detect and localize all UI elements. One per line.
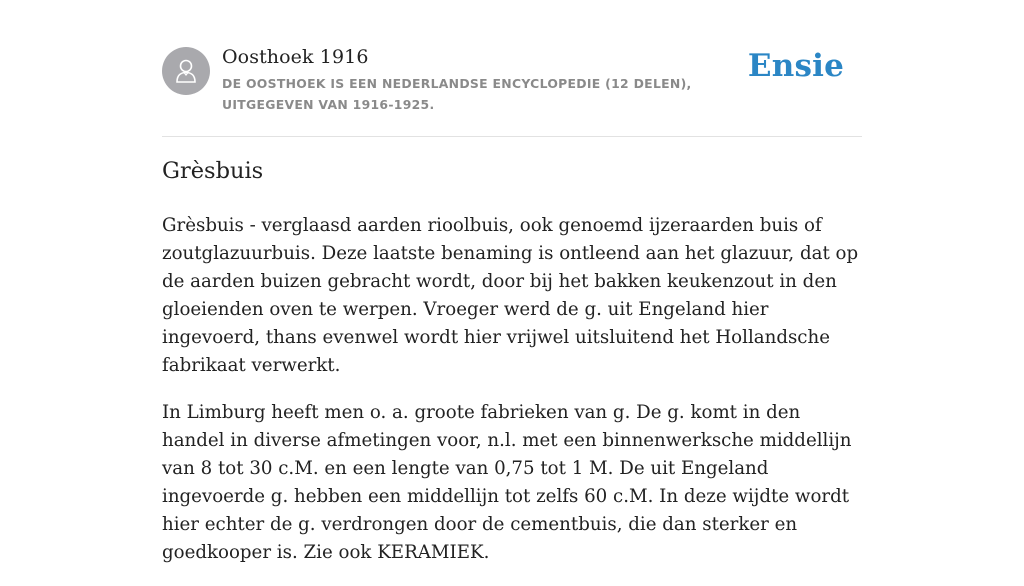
article-body	[162, 212, 862, 586]
user-silhouette-icon	[171, 56, 201, 86]
article-container	[162, 0, 862, 563]
source-description: DE OOSTHOEK IS EEN NEDERLANDSE ENCYCLOPEDIE (12 DELEN), UITGEGEVEN VAN 1916-1925.	[222, 76, 692, 112]
source-header	[162, 0, 862, 137]
ensie-logo[interactable]: Ensie	[747, 48, 844, 84]
article-paragraph: In Limburg heeft men o. a. groote fabrieken van g. De g. komt in den handel in diverse afmetingen voor, n.l. met een binnenwerksche middellijn van 8 tot 30 c.M. en een lengte van 0,75 tot 1 M. De uit Engeland ingevoerde g. hebben een middellijn tot zelfs 60 c.M. In deze wijdte wordt hier echter de g. verdrongen door de cementbuis, die dan sterker en goedkooper is. Zie ook KERAMIEK.	[162, 402, 852, 563]
article-title: Grèsbuis	[162, 158, 264, 184]
article-paragraph: Grèsbuis - verglaasd aarden rioolbuis, ook genoemd ijzeraarden buis of zoutglazuurbuis. Deze laatste benaming is ontleend aan het glazuur, dat op de aarden buizen gebracht wordt, door bij het bakken keukenzout in den gloeienden oven te werpen. Vroeger werd de g. uit Engeland hier ingevoerd, thans evenwel wordt hier vrijwel uitsluitend het Hollandsche fabrikaat verwerkt.	[162, 215, 859, 376]
source-avatar[interactable]	[162, 47, 210, 95]
source-name[interactable]: Oosthoek 1916	[222, 46, 369, 68]
